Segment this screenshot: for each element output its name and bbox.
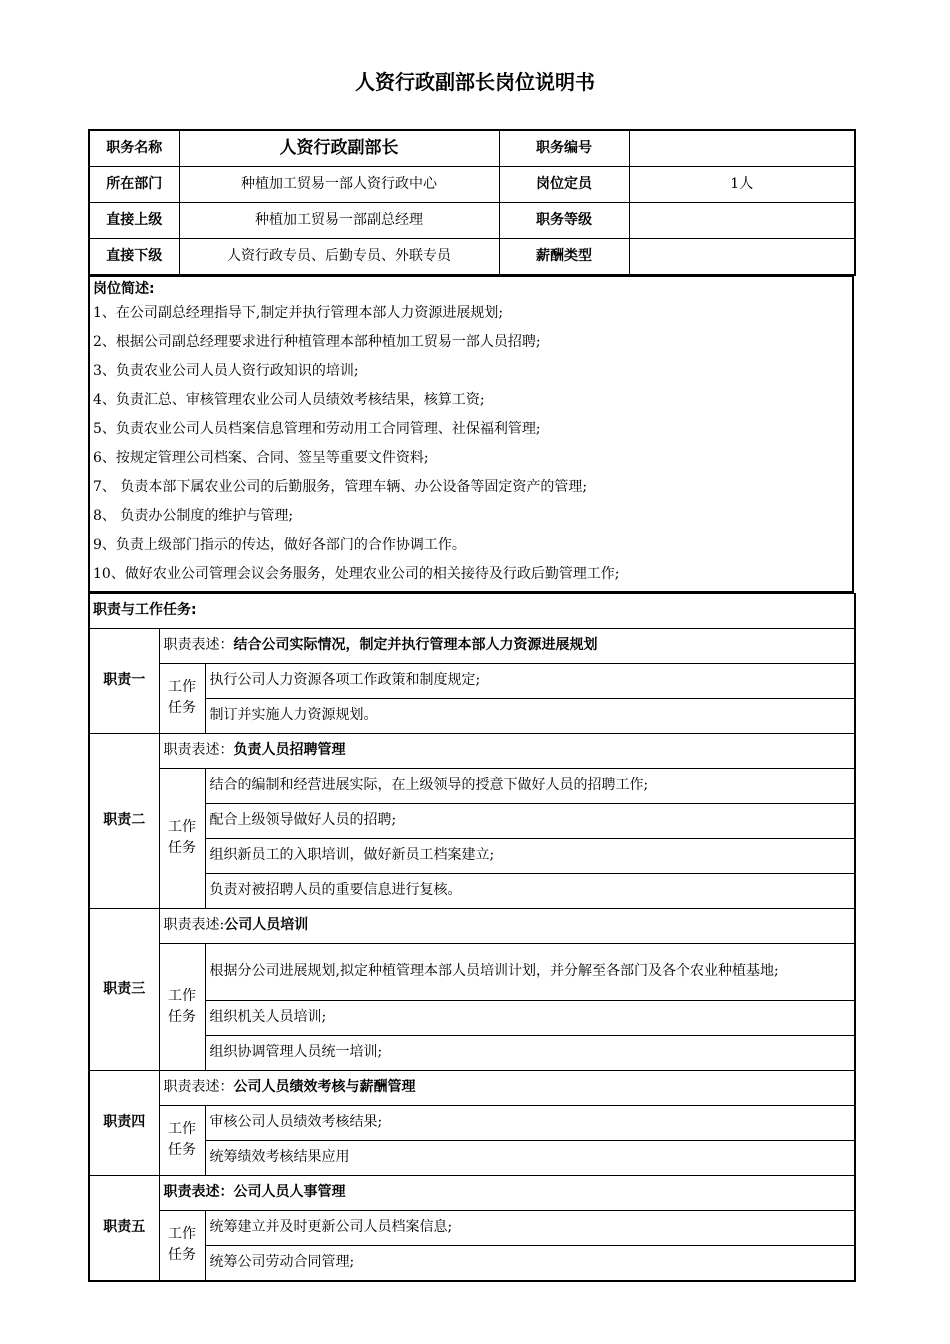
position-no-label: 职务编号: [499, 130, 629, 167]
task-item: 执行公司人力资源各项工作政策和制度规定;: [205, 663, 855, 698]
summary-item: 7、 负责本部下属农业公司的后勤服务，管理车辆、办公设备等固定资产的管理;: [93, 478, 588, 495]
summary-item: 8、 负责办公制度的维护与管理;: [93, 507, 294, 524]
superior-label: 直接上级: [89, 203, 179, 239]
duty-statement-text: 公司人员人事管理: [233, 1184, 346, 1201]
duty-statement: [159, 1070, 855, 1105]
task-item: 审核公司人员绩效考核结果;: [205, 1105, 855, 1140]
summary-item: 10、做好农业公司管理会议会务服务，处理农业公司的相关接待及行政后勤管理工作;: [93, 565, 620, 582]
summary-item: 2、根据公司副总经理要求进行种植管理本部种植加工贸易一部人员招聘;: [93, 333, 541, 350]
salary-label: 薪酬类型: [499, 239, 629, 276]
work-task-label: 工作 任务: [159, 663, 205, 733]
task-item: 结合的编制和经营进展实际，在上级领导的授意下做好人员的招聘工作;: [205, 768, 855, 803]
duty-statement: [159, 733, 855, 768]
duty-statement-text: 公司人员绩效考核与薪酬管理: [233, 1079, 416, 1096]
header-table: [88, 129, 856, 276]
task-item: 制订并实施人力资源规划。: [205, 698, 855, 733]
summary-cell: [89, 277, 853, 592]
summary-item: 9、负责上级部门指示的传达，做好各部门的合作协调工作。: [93, 536, 466, 553]
work-task-label: 工作 任务: [159, 1105, 205, 1175]
task-item: 组织机关人员培训;: [205, 1000, 855, 1035]
duty-statement: [159, 1175, 855, 1210]
header-row: [89, 239, 855, 276]
header-row: [89, 203, 855, 239]
task-item: 配合上级领导做好人员的招聘;: [205, 803, 855, 838]
task-item: 负责对被招聘人员的重要信息进行复核。: [205, 873, 855, 908]
duty-statement: [159, 908, 855, 943]
summary-heading: 岗位简述:: [93, 281, 155, 297]
duty-name: 职责三: [89, 908, 159, 1070]
task-item: 组织新员工的入职培训，做好新员工档案建立;: [205, 838, 855, 873]
grade-value: [629, 203, 855, 239]
duty-statement-text: 结合公司实际情况，制定并执行管理本部人力资源进展规划: [233, 637, 598, 654]
summary-item: 4、负责汇总、审核管理农业公司人员绩效考核结果，核算工资;: [93, 391, 485, 408]
dept-label: 所在部门: [89, 167, 179, 203]
subordinate-label: 直接下级: [89, 239, 179, 276]
work-task-label: 工作 任务: [159, 768, 205, 908]
duty-name: 职责二: [89, 733, 159, 908]
duty-name: 职责五: [89, 1175, 159, 1281]
header-row: [89, 130, 855, 167]
task-item: 根据分公司进展规划,拟定种植管理本部人员培训计划，并分解至各部门及各个农业种植基地;: [205, 943, 855, 1000]
salary-value: [629, 239, 855, 276]
position-name-label: 职务名称: [89, 130, 179, 167]
superior-value: 种植加工贸易一部副总经理: [179, 203, 499, 239]
summary-item: 5、负责农业公司人员档案信息管理和劳动用工合同管理、社保福利管理;: [93, 420, 541, 437]
duty-statement-label: 职责表述：: [163, 1079, 234, 1096]
duty-statement-label: 职责表述：: [163, 1184, 234, 1201]
duty-name: 职责一: [89, 628, 159, 733]
summary-item: 1、在公司副总经理指导下,制定并执行管理本部人力资源进展规划;: [93, 304, 504, 321]
duty-statement-text: 负责人员招聘管理: [233, 742, 346, 759]
subordinate-value: 人资行政专员、后勤专员、外联专员: [179, 239, 499, 276]
page-title: 人资行政副部长岗位说明书: [355, 70, 595, 94]
dept-value: 种植加工贸易一部人资行政中心: [179, 167, 499, 203]
headcount-value: 1人: [629, 167, 855, 203]
task-item: 组织协调管理人员统一培训;: [205, 1035, 855, 1070]
position-name-value: 人资行政副部长: [179, 130, 499, 167]
work-task-label: 工作 任务: [159, 943, 205, 1070]
duty-statement-label: 职责表述：: [163, 742, 234, 759]
task-item: 统筹绩效考核结果应用: [205, 1140, 855, 1175]
duties-heading: 职责与工作任务:: [89, 593, 855, 628]
headcount-label: 岗位定员: [499, 167, 629, 203]
position-no-value: [629, 130, 855, 167]
header-row: [89, 167, 855, 203]
work-task-label: 工作 任务: [159, 1210, 205, 1281]
job-description-document: [88, 129, 854, 1282]
summary-item: 3、负责农业公司人员人资行政知识的培训;: [93, 362, 359, 379]
task-item: 统筹公司劳动合同管理;: [205, 1245, 855, 1281]
grade-label: 职务等级: [499, 203, 629, 239]
summary-item: 6、按规定管理公司档案、合同、签呈等重要文件资料;: [93, 449, 429, 466]
task-item: 统筹建立并及时更新公司人员档案信息;: [205, 1210, 855, 1245]
duty-statement-label: 职责表述:: [163, 917, 225, 934]
duty-statement-label: 职责表述：: [163, 637, 234, 654]
duty-statement: [159, 628, 855, 663]
summary-table: [88, 276, 854, 593]
duties-table: [88, 593, 856, 1282]
duty-statement-text: 公司人员培训: [224, 917, 309, 934]
duty-name: 职责四: [89, 1070, 159, 1175]
